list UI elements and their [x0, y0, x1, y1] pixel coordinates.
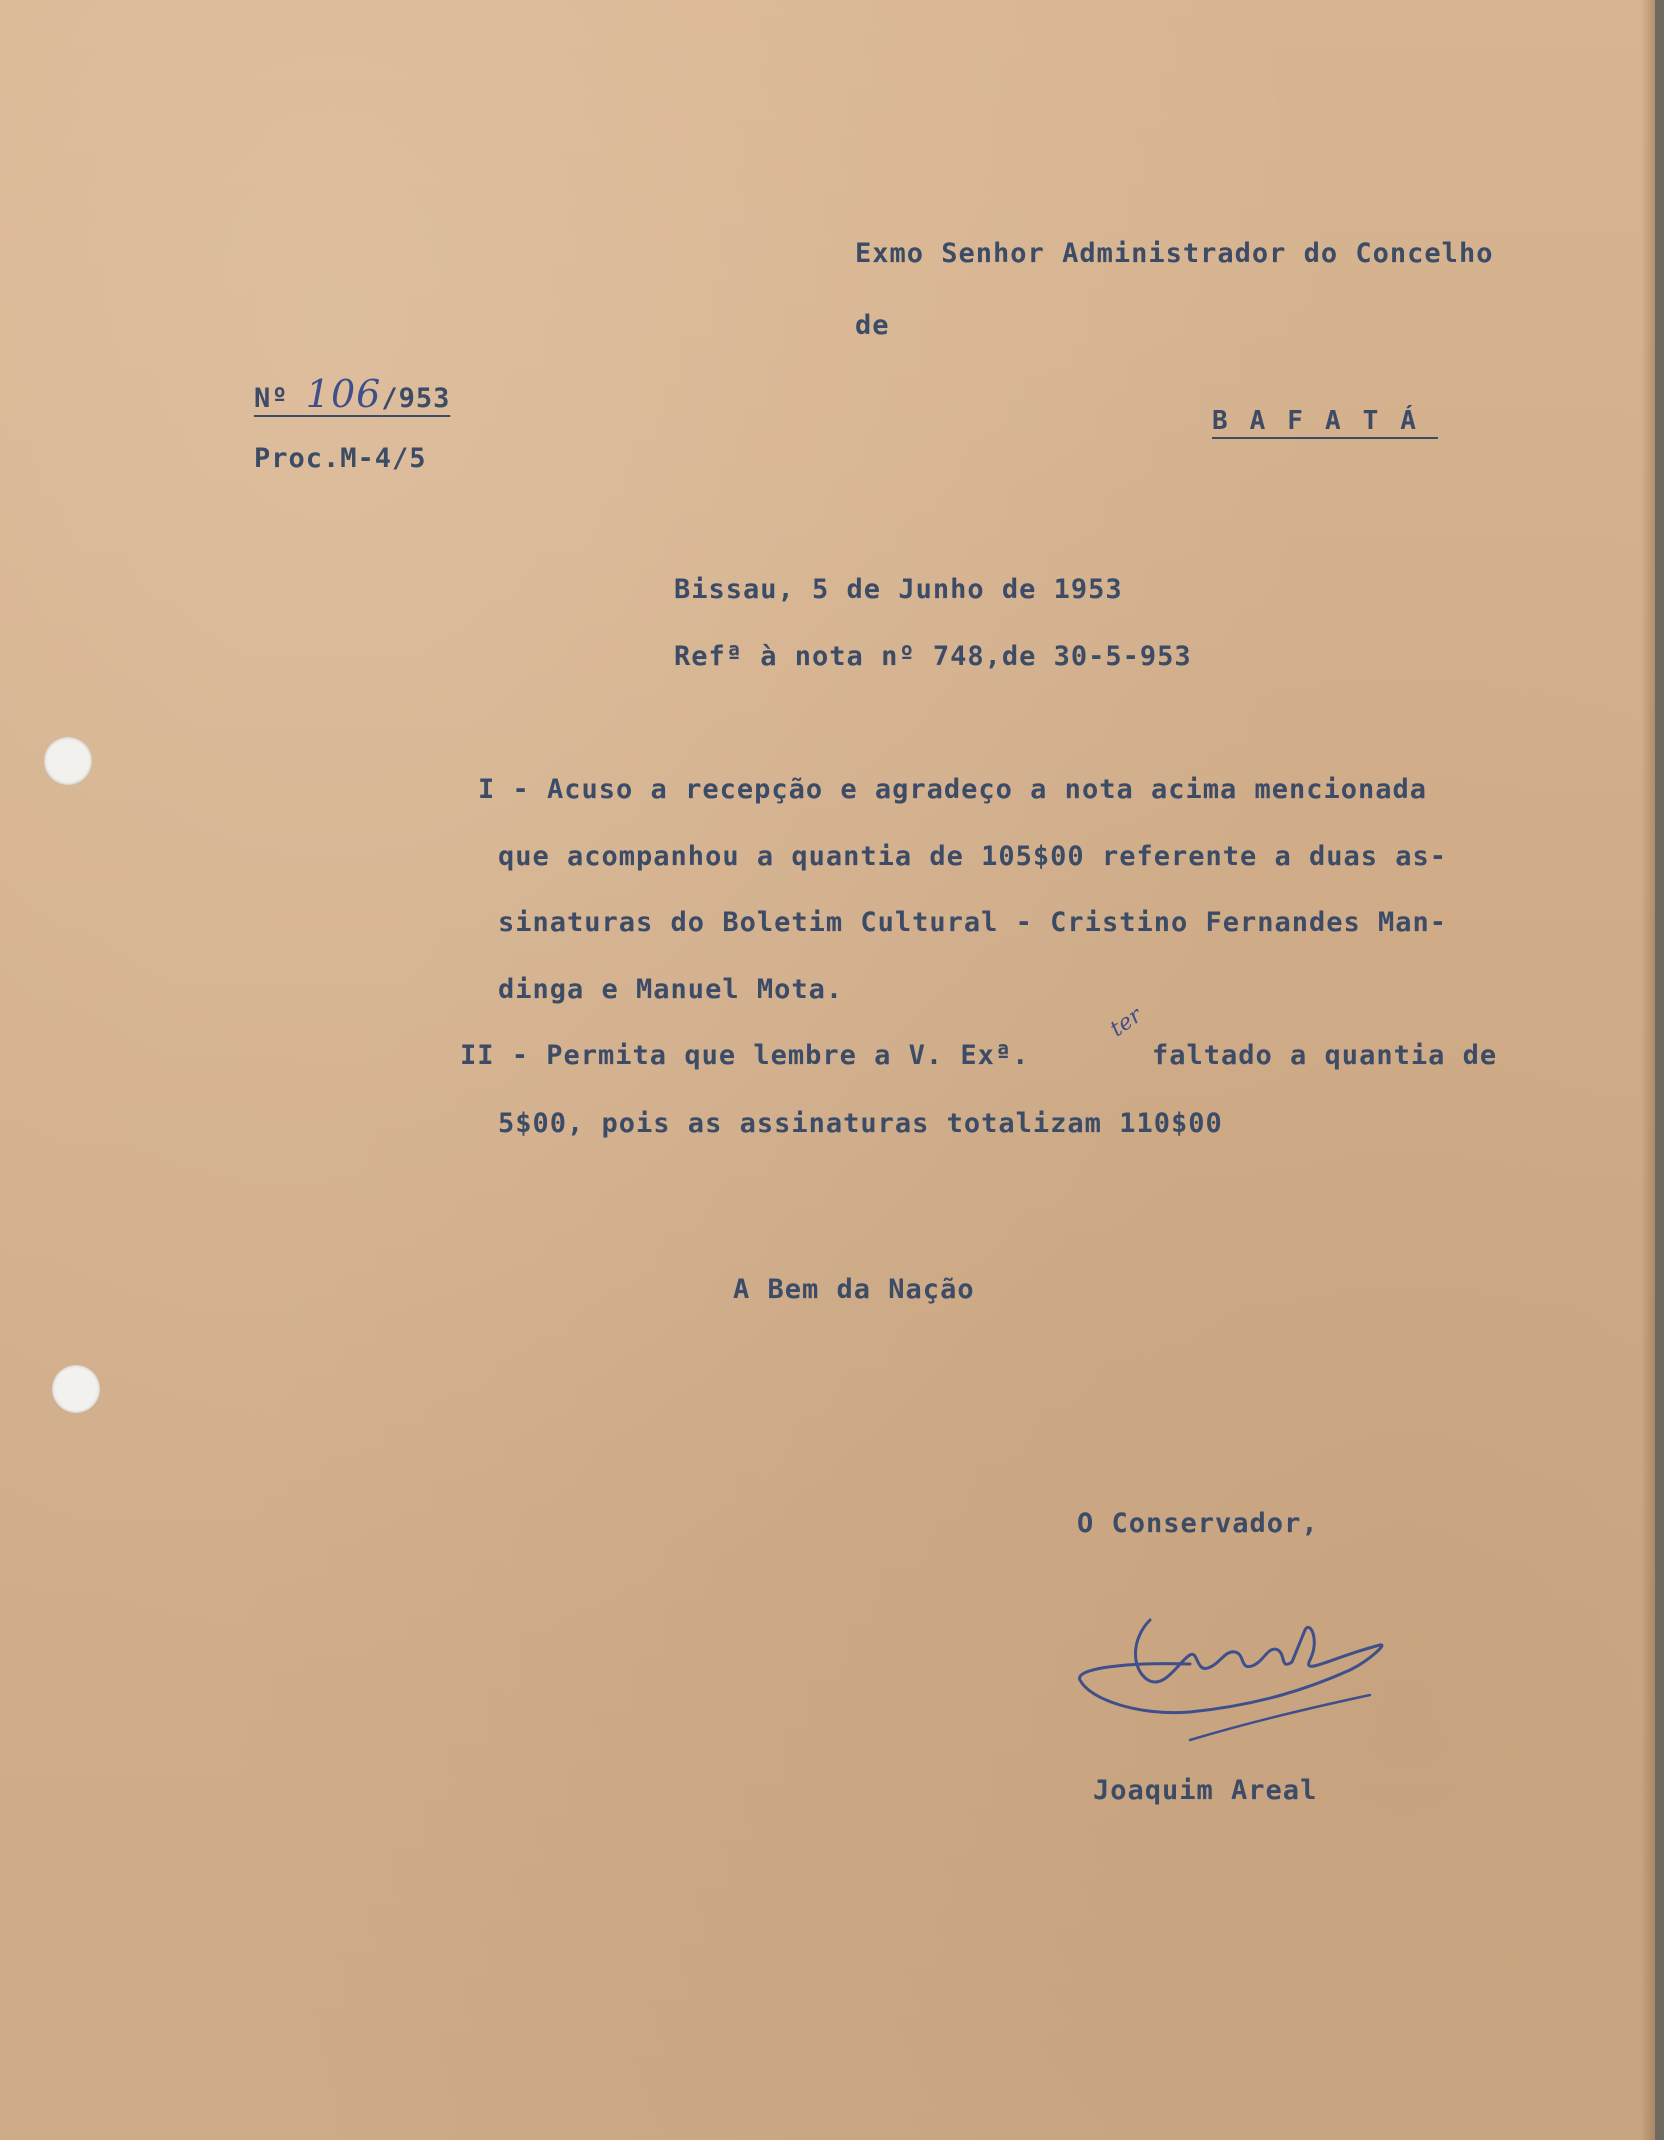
closing-salutation: A Bem da Nação: [733, 1274, 975, 1305]
body-line-2: que acompanhou a quantia de 105$00 referente a duas as-: [498, 841, 1448, 872]
recipient-place: BAFATÁ: [1212, 406, 1438, 436]
body-line-1: I - Acuso a recepção e agradeço a nota acima mencionada: [478, 774, 1428, 805]
body-line-5-start: II - Permita que lembre a V. Exª.: [460, 1040, 1030, 1071]
recipient-line-1: Exmo Senhor Administrador do Concelho: [855, 238, 1494, 269]
handwritten-insert: ter: [1105, 1002, 1147, 1043]
body-line-6: 5$00, pois as assinaturas totalizam 110$00: [498, 1108, 1223, 1139]
signatory-name: Joaquim Areal: [1093, 1775, 1318, 1806]
body-line-5-end: faltado a quantia de: [1152, 1040, 1498, 1071]
body-line-4: dinga e Manuel Mota.: [498, 974, 844, 1005]
punch-hole-bottom: [52, 1365, 100, 1413]
reference-number-suffix: /953: [381, 383, 451, 414]
signature-mark: [1070, 1600, 1400, 1750]
reference-number: [254, 372, 451, 416]
date-line: Bissau, 5 de Junho de 1953: [674, 574, 1123, 605]
reference-number-handwritten: 106: [305, 372, 382, 416]
paper-edge-shadow: [1641, 0, 1655, 2140]
signatory-title: O Conservador,: [1077, 1508, 1319, 1539]
process-reference: Proc.M-4/5: [254, 443, 427, 474]
reference-number-prefix: Nº: [254, 383, 289, 414]
recipient-line-2: de: [855, 310, 890, 341]
body-line-3: sinaturas do Boletim Cultural - Cristino Fernandes Man-: [498, 907, 1448, 938]
punch-hole-top: [44, 737, 92, 785]
reference-note-line: Refª à nota nº 748,de 30-5-953: [674, 641, 1192, 672]
